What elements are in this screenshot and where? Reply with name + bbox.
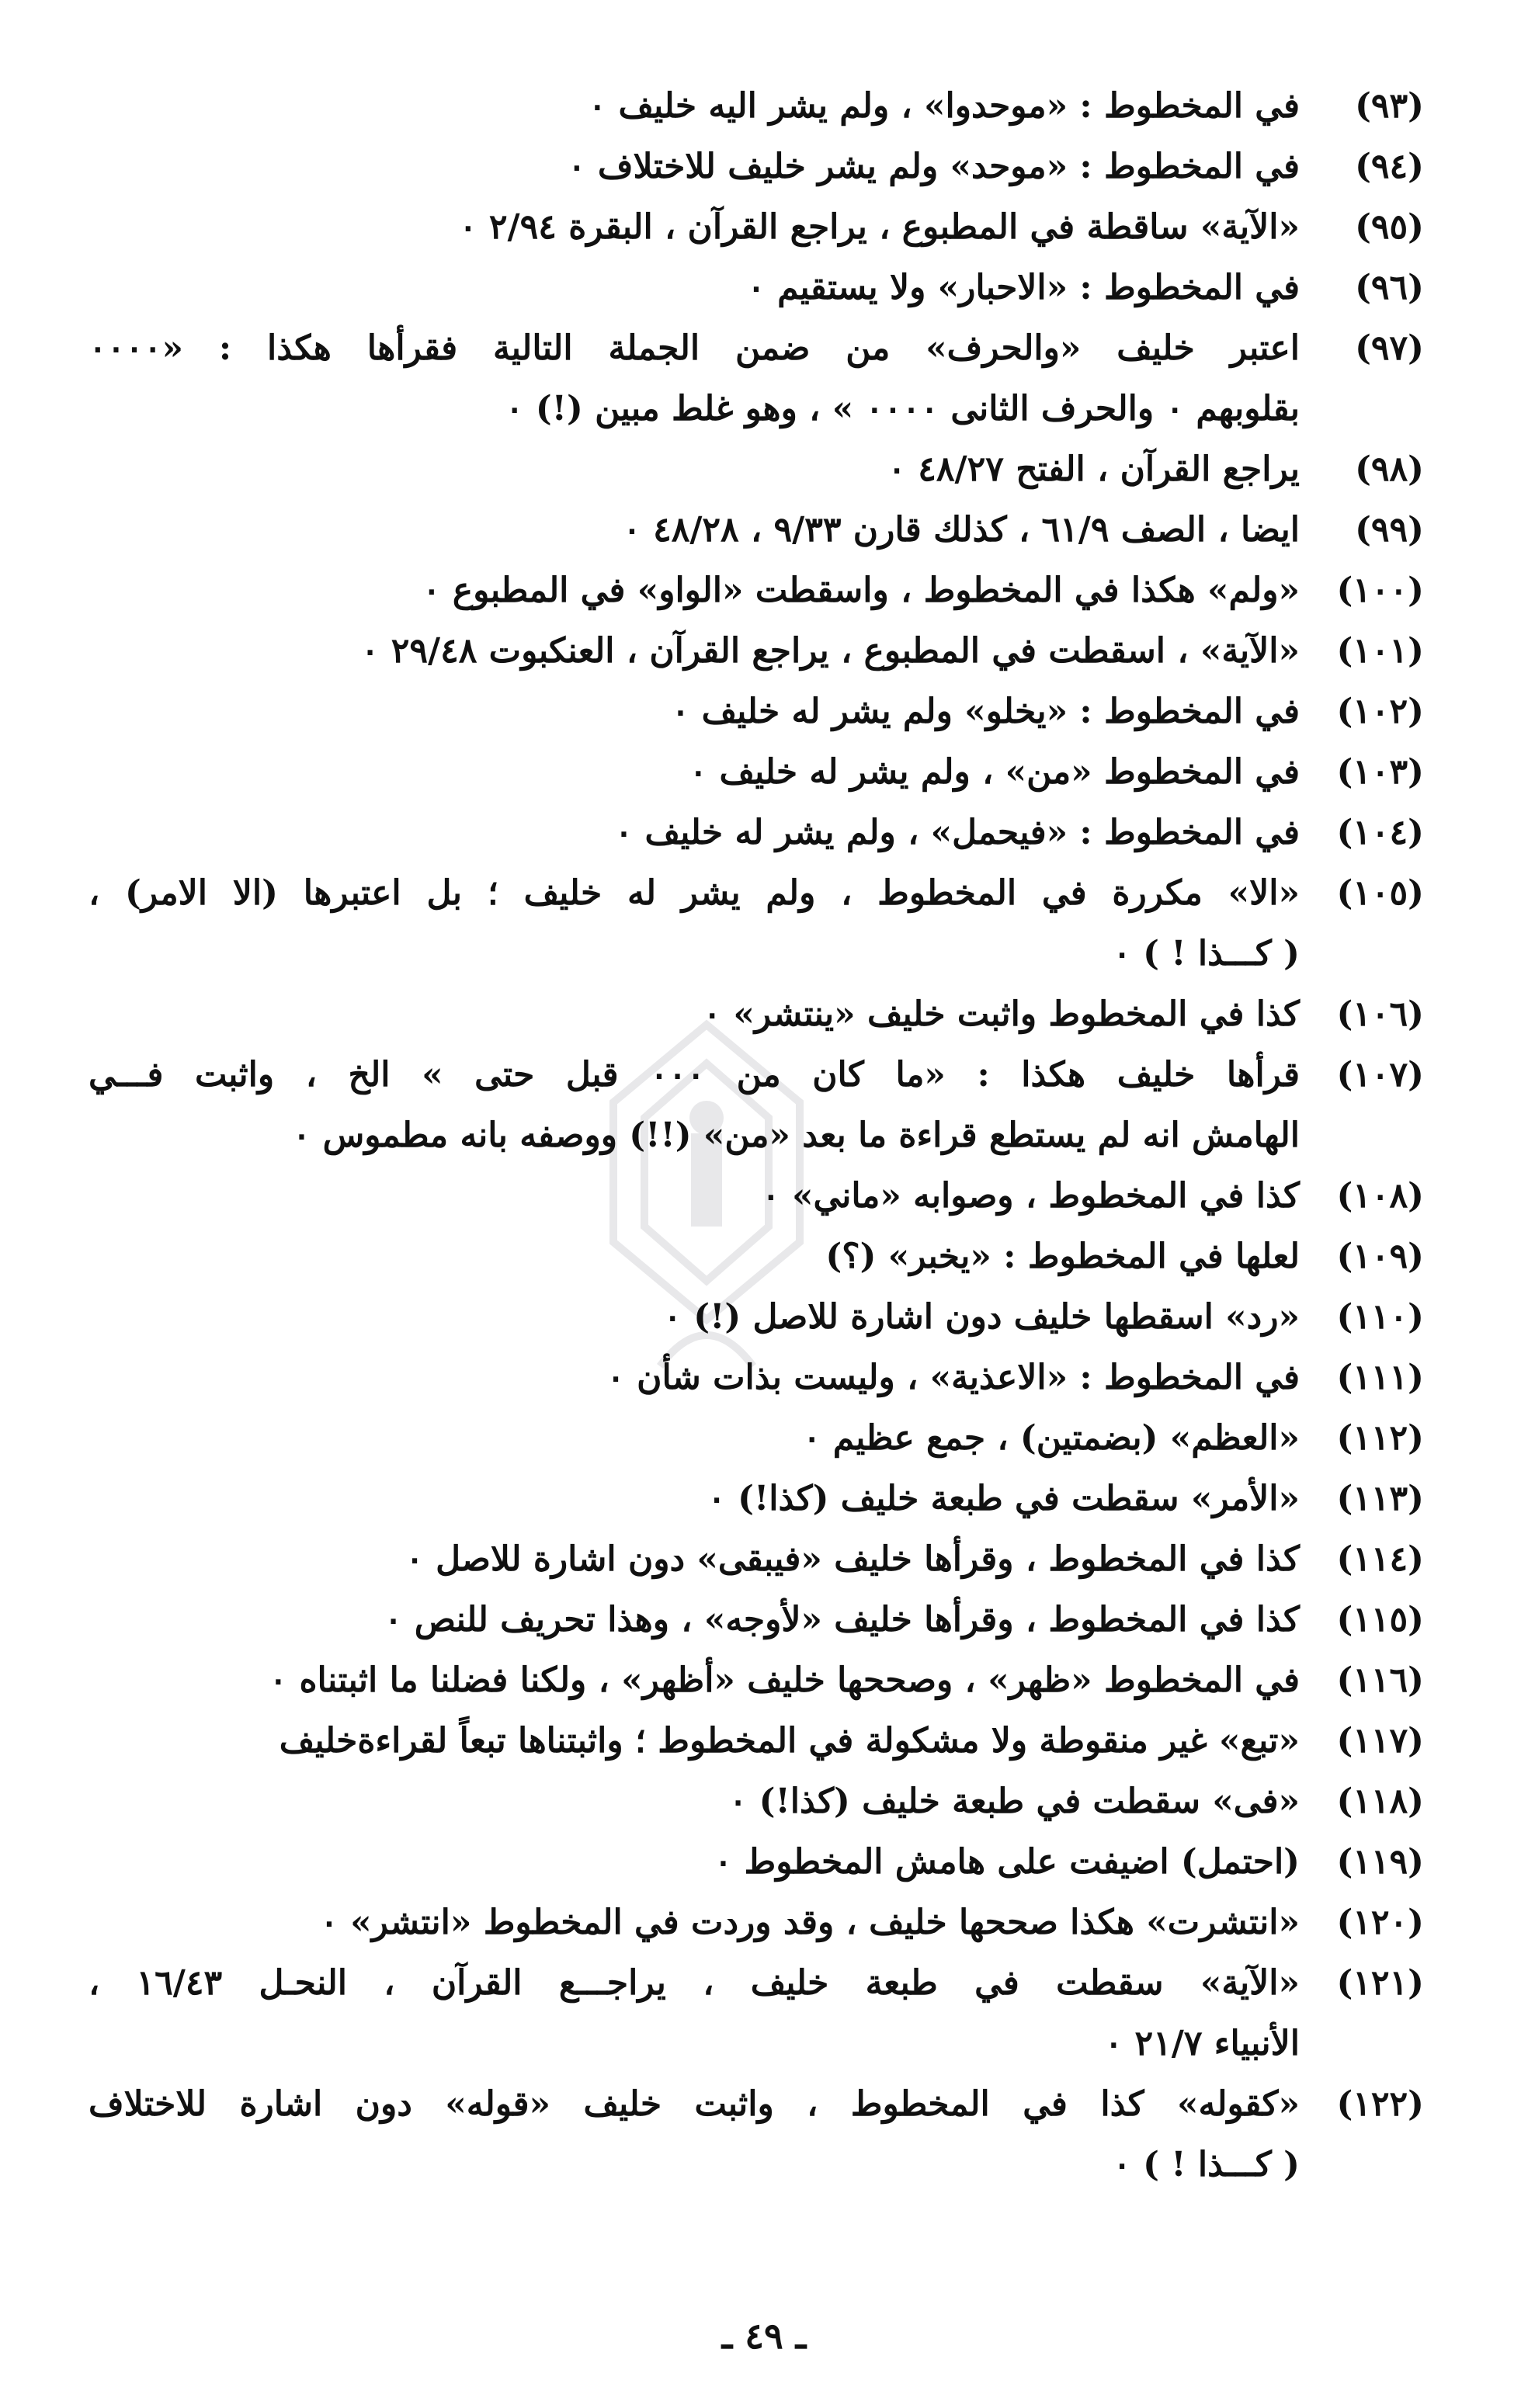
footnote-number: (١١٢)	[1336, 1418, 1424, 1458]
footnote-item	[89, 2074, 1424, 2195]
footnote-text-line: «فى» سقطت في طبعة خليف (كذا!) ٠	[728, 1782, 1300, 1821]
footnote-text-line: «كقوله» كذا في المخطوط ، واثبت خليف «قوله» دون اشارة للاختلاف	[89, 2084, 1300, 2124]
footnote-item	[89, 1348, 1424, 1408]
footnote-number: (١٢٠)	[1336, 1903, 1424, 1942]
footnote-text-line: اعتبر خليف «والحرف» من ضمن الجملة التالية فقرأها هكذا : «٠٠٠٠	[89, 328, 1300, 368]
footnote-item	[89, 1650, 1424, 1711]
footnote-text-line: الهامش انه لم يستطع قراءة ما بعد «من» (!!) ووصفه بانه مطموس ٠	[292, 1116, 1300, 1155]
footnote-item	[89, 1045, 1424, 1166]
footnote-item	[89, 1953, 1424, 2074]
footnote-item	[89, 984, 1424, 1045]
footnote-number: (١٠٥)	[1336, 873, 1424, 913]
footnote-text-line: لعلها في المخطوط : «يخبر» (؟)	[825, 1237, 1300, 1276]
footnote-text-line: في المخطوط : «يخلو» ولم يشر له خليف ٠	[671, 692, 1300, 731]
footnote-item	[89, 1590, 1424, 1650]
footnote-number: (١٠٧)	[1336, 1055, 1424, 1095]
footnote-text-line: «الأمر» سقطت في طبعة خليف (كذا!) ٠	[707, 1479, 1300, 1518]
footnote-item	[89, 197, 1424, 258]
footnote-text-line: كذا في المخطوط واثبت خليف «ينتشر» ٠	[703, 994, 1300, 1034]
footnote-number: (١١١)	[1336, 1358, 1424, 1397]
footnote-item	[89, 742, 1424, 803]
footnote-text-line: كذا في المخطوط ، وقرأها خليف «فيبقى» دون اشارة للاصل ٠	[405, 1539, 1300, 1579]
footnote-number: (١٠٩)	[1336, 1237, 1424, 1276]
footnote-number: (١٠٨)	[1336, 1176, 1424, 1216]
footnote-text-line: في المخطوط : «الاحبار» ولا يستقيم ٠	[747, 268, 1300, 307]
footnote-text-line: في المخطوط : «فيحمل» ، ولم يشر له خليف ٠	[614, 813, 1300, 852]
footnote-text-line: (احتمل) اضيفت على هامش المخطوط ٠	[714, 1842, 1300, 1882]
footnote-number: (٩٧)	[1355, 328, 1424, 368]
footnote-text-line: في المخطوط : «الاعذية» ، وليست بذات شأن ٠	[606, 1358, 1300, 1397]
footnote-item	[89, 560, 1424, 621]
footnote-item	[89, 1408, 1424, 1469]
footnote-item	[89, 1771, 1424, 1832]
footnote-item	[89, 1711, 1424, 1771]
footnote-text-line: كذا في المخطوط ، وصوابه «ماني» ٠	[761, 1176, 1300, 1216]
footnote-item	[89, 439, 1424, 500]
footnote-item	[89, 258, 1424, 318]
footnote-item	[89, 682, 1424, 742]
footnote-number: (١١٩)	[1336, 1842, 1424, 1882]
footnote-text-line: «العظم» (بضمتين) ، جمع عظيم ٠	[802, 1418, 1300, 1458]
footnote-number: (١١٠)	[1336, 1297, 1424, 1337]
footnote-number: (١٠٣)	[1336, 752, 1424, 792]
footnote-text-line: «الآية» سقطت في طبعة خليف ، يراجـــع القرآن ، النحـل ١٦/٤٣ ،	[89, 1963, 1300, 2003]
footnote-number: (١١٧)	[1336, 1721, 1424, 1761]
page-number: ـ ٤٩ ـ	[721, 2315, 807, 2357]
footnote-text-line: بقلوبهم ٠ والحرف الثانى ٠٠٠٠ » ، وهو غلط مبين (!) ٠	[505, 389, 1300, 429]
footnote-number: (٩٨)	[1355, 449, 1424, 489]
footnote-text-line: في المخطوط «من» ، ولم يشر له خليف ٠	[689, 752, 1300, 792]
footnote-text-line: «انتشرت» هكذا صححها خليف ، وقد وردت في المخطوط «انتشر» ٠	[320, 1903, 1300, 1942]
footnote-item	[89, 863, 1424, 984]
footnote-text-line: في المخطوط : «موحدوا» ، ولم يشر اليه خليف ٠	[588, 86, 1300, 126]
footnote-number: (١١٤)	[1336, 1539, 1424, 1579]
footnote-item	[89, 318, 1424, 439]
footnote-text-line: في المخطوط «ظهر» ، وصححها خليف «أظهر» ، ولكنا فضلنا ما اثبتناه ٠	[269, 1660, 1300, 1700]
footnote-number: (١٢١)	[1336, 1963, 1424, 2003]
footnote-text-line: في المخطوط : «موحد» ولم يشر خليف للاختلاف ٠	[567, 147, 1300, 186]
footnote-number: (٩٥)	[1355, 207, 1424, 247]
footnote-number: (١٠٤)	[1336, 813, 1424, 852]
footnote-number: (٩٣)	[1355, 86, 1424, 126]
footnote-item	[89, 137, 1424, 197]
footnote-number: (١٠٦)	[1336, 994, 1424, 1034]
footnotes-list	[89, 76, 1424, 2195]
footnote-item	[89, 1893, 1424, 1953]
footnote-item	[89, 76, 1424, 137]
footnote-number: (١١٦)	[1336, 1660, 1424, 1700]
footnote-item	[89, 1166, 1424, 1227]
footnote-text-line: كذا في المخطوط ، وقرأها خليف «لأوجه» ، وهذا تحريف للنص ٠	[384, 1600, 1300, 1639]
footnote-number: (١١٥)	[1336, 1600, 1424, 1639]
footnote-text-line: «رد» اسقطها خليف دون اشارة للاصل (!) ٠	[663, 1297, 1300, 1337]
footnote-number: (١٠١)	[1336, 631, 1424, 671]
footnote-text-line: ( كـــذا ! ) ٠	[1113, 2145, 1300, 2184]
footnote-item	[89, 500, 1424, 560]
footnote-text-line: «الآية» ساقطة في المطبوع ، يراجع القرآن ، البقرة ٢/٩٤ ٠	[458, 207, 1300, 247]
footnote-item	[89, 1227, 1424, 1287]
footnote-item	[89, 1529, 1424, 1590]
footnote-number: (٩٤)	[1355, 147, 1424, 186]
footnote-number: (١٠٢)	[1336, 692, 1424, 731]
footnote-number: (١١٨)	[1336, 1782, 1424, 1821]
footnote-text-line: ايضا ، الصف ٦١/٩ ، كذلك قارن ٩/٣٣ ، ٤٨/٢٨ ٠	[623, 510, 1300, 550]
footnote-item	[89, 621, 1424, 682]
footnote-text-line: «ولم» هكذا في المخطوط ، واسقطت «الواو» في المطبوع ٠	[422, 571, 1300, 610]
footnote-number: (١٢٢)	[1336, 2084, 1424, 2124]
footnote-number: (١٠٠)	[1336, 571, 1424, 610]
footnote-item	[89, 1832, 1424, 1893]
footnote-text-line: «الا» مكررة في المخطوط ، ولم يشر له خليف ؛ بل اعتبرها (الا الامر) ،	[89, 873, 1300, 913]
footnote-text-line: قرأها خليف هكذا : «ما كان من ٠٠٠ قبل حتى » الخ ، واثبت فـــي	[89, 1055, 1300, 1095]
footnote-text-line: يراجع القرآن ، الفتح ٤٨/٢٧ ٠	[887, 449, 1300, 489]
footnote-text-line: الأنبياء ٢١/٧ ٠	[1104, 2024, 1300, 2063]
footnote-text-line: ( كـــذا ! ) ٠	[1113, 934, 1300, 973]
footnote-text-line: «الآية» ، اسقطت في المطبوع ، يراجع القرآن ، العنكبوت ٢٩/٤٨ ٠	[360, 631, 1300, 671]
footnote-item	[89, 1287, 1424, 1348]
footnote-number: (٩٦)	[1355, 268, 1424, 307]
footnote-item	[89, 1469, 1424, 1529]
footnote-number: (١١٣)	[1336, 1479, 1424, 1518]
footnote-item	[89, 803, 1424, 863]
footnote-text-line: «تبع» غير منقوطة ولا مشكولة في المخطوط ؛ واثبتناها تبعاً لقراءةخليف	[279, 1721, 1300, 1761]
footnote-number: (٩٩)	[1355, 510, 1424, 550]
